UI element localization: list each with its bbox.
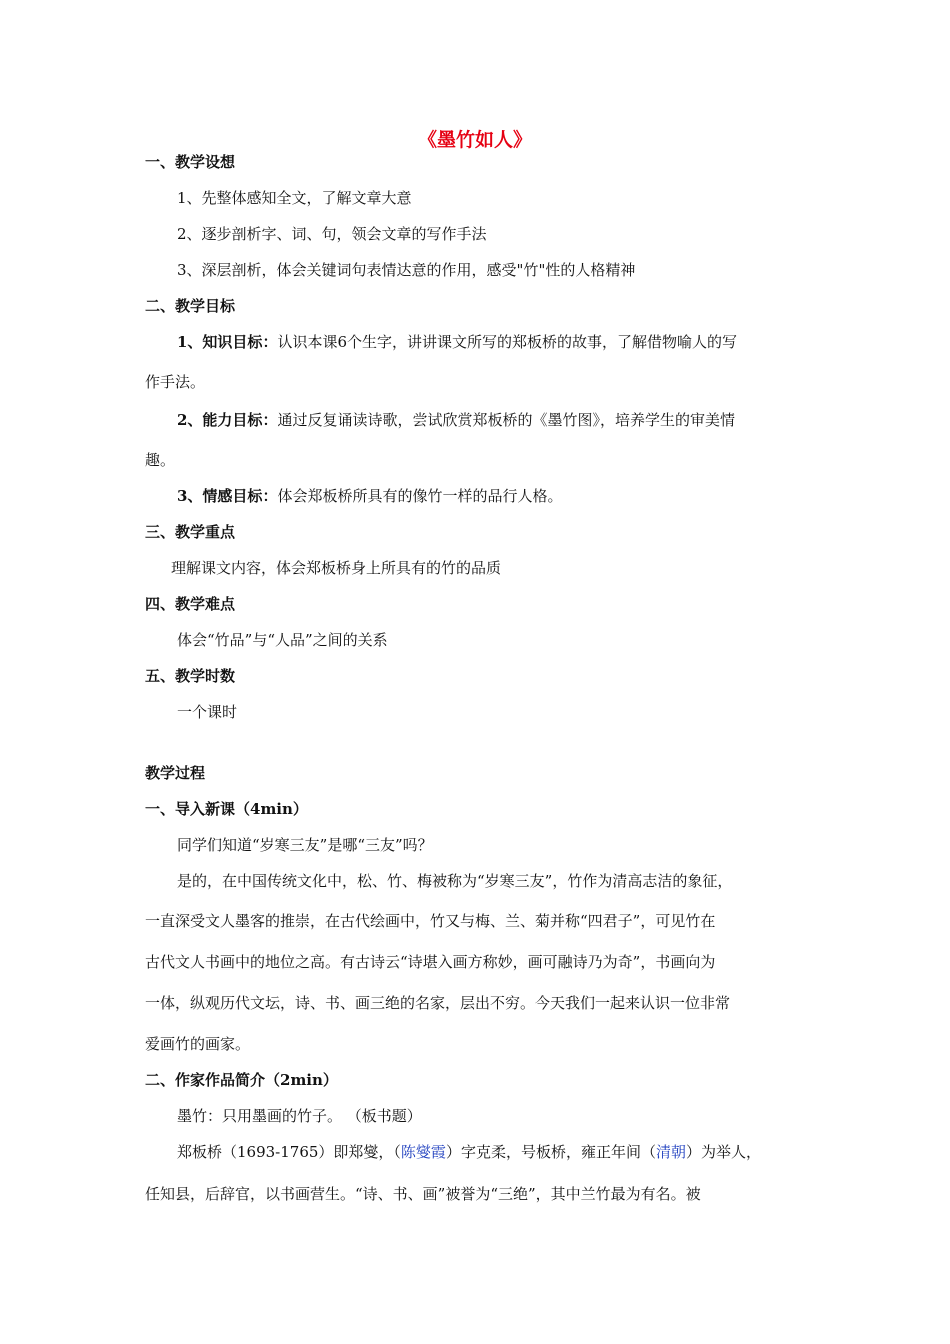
text-segment: ）为举人，: [685, 1143, 761, 1161]
paragraph-line: [177, 1142, 761, 1162]
goal-text: 体会郑板桥所具有的像竹一样的品行人格。: [277, 487, 563, 505]
link-qing-dynasty[interactable]: 清朝: [655, 1143, 686, 1161]
paragraph-line: 爱画竹的画家。: [145, 1035, 251, 1053]
goal-text-cont: 趣。: [145, 451, 176, 469]
paragraph-line: 古代文人书画中的地位之高。有古诗云“诗堪入画方称妙，画可融诗乃为奇”，书画向为: [145, 953, 716, 971]
text-segment: ）字克柔，号板桥，雍正年间（: [445, 1143, 656, 1161]
paragraph-line: 一直深受文人墨客的推崇，在古代绘画中，竹又与梅、兰、菊并称“四君子”，可见竹在: [145, 912, 716, 930]
list-item: 3、深层剖析，体会关键词句表情达意的作用，感受"竹"性的人格精神: [177, 261, 636, 279]
list-item: 1、先整体感知全文，了解文章大意: [177, 189, 412, 207]
goal-emotion: [177, 486, 562, 506]
process-step-2-heading: 二、作家作品简介（2min）: [145, 1071, 338, 1089]
process-heading: 教学过程: [145, 764, 206, 782]
goal-label: 1、知识目标：: [177, 333, 278, 351]
paragraph-line: 墨竹：只用墨画的竹子。 （板书题）: [177, 1107, 422, 1125]
section-heading-1: 一、教学设想: [145, 153, 236, 171]
section-text: 理解课文内容，体会郑板桥身上所具有的竹的品质: [171, 559, 502, 577]
section-heading-5: 五、教学时数: [145, 667, 236, 685]
paragraph-line: 一体，纵观历代文坛，诗、书、画三绝的名家，层出不穷。今天我们一起来认识一位非常: [145, 994, 731, 1012]
document-title: 《墨竹如人》: [417, 129, 532, 151]
goal-text: 通过反复诵读诗歌，尝试欣赏郑板桥的《墨竹图》，培养学生的审美情: [277, 411, 735, 429]
link-chen-xiexia[interactable]: 陈燮霞: [400, 1143, 446, 1161]
section-heading-4: 四、教学难点: [145, 595, 236, 613]
section-text: 体会“竹品”与“人品”之间的关系: [177, 631, 388, 649]
goal-label: 3、情感目标：: [177, 487, 278, 505]
section-heading-3: 三、教学重点: [145, 523, 236, 541]
goal-knowledge: [177, 332, 737, 352]
paragraph-line: 同学们知道“岁寒三友”是哪“三友”吗？: [177, 836, 433, 854]
text-segment: 郑板桥（1693-1765）即郑燮，（: [177, 1143, 401, 1161]
paragraph-line: 是的，在中国传统文化中，松、竹、梅被称为“岁寒三友”，竹作为清高志洁的象征，: [177, 872, 733, 890]
goal-text: 认识本课6个生字，讲讲课文所写的郑板桥的故事，了解借物喻人的写: [277, 333, 737, 351]
goal-label: 2、能力目标：: [177, 411, 278, 429]
section-heading-2: 二、教学目标: [145, 297, 236, 315]
list-item: 2、逐步剖析字、词、句，领会文章的写作手法: [177, 225, 487, 243]
goal-ability: [177, 410, 735, 430]
paragraph-line: 任知县，后辞官，以书画营生。“诗、书、画”被誉为“三绝”，其中兰竹最为有名。被: [145, 1185, 701, 1203]
section-text: 一个课时: [177, 703, 238, 721]
process-step-1-heading: 一、导入新课（4min）: [145, 800, 308, 818]
goal-text-cont: 作手法。: [145, 373, 206, 391]
